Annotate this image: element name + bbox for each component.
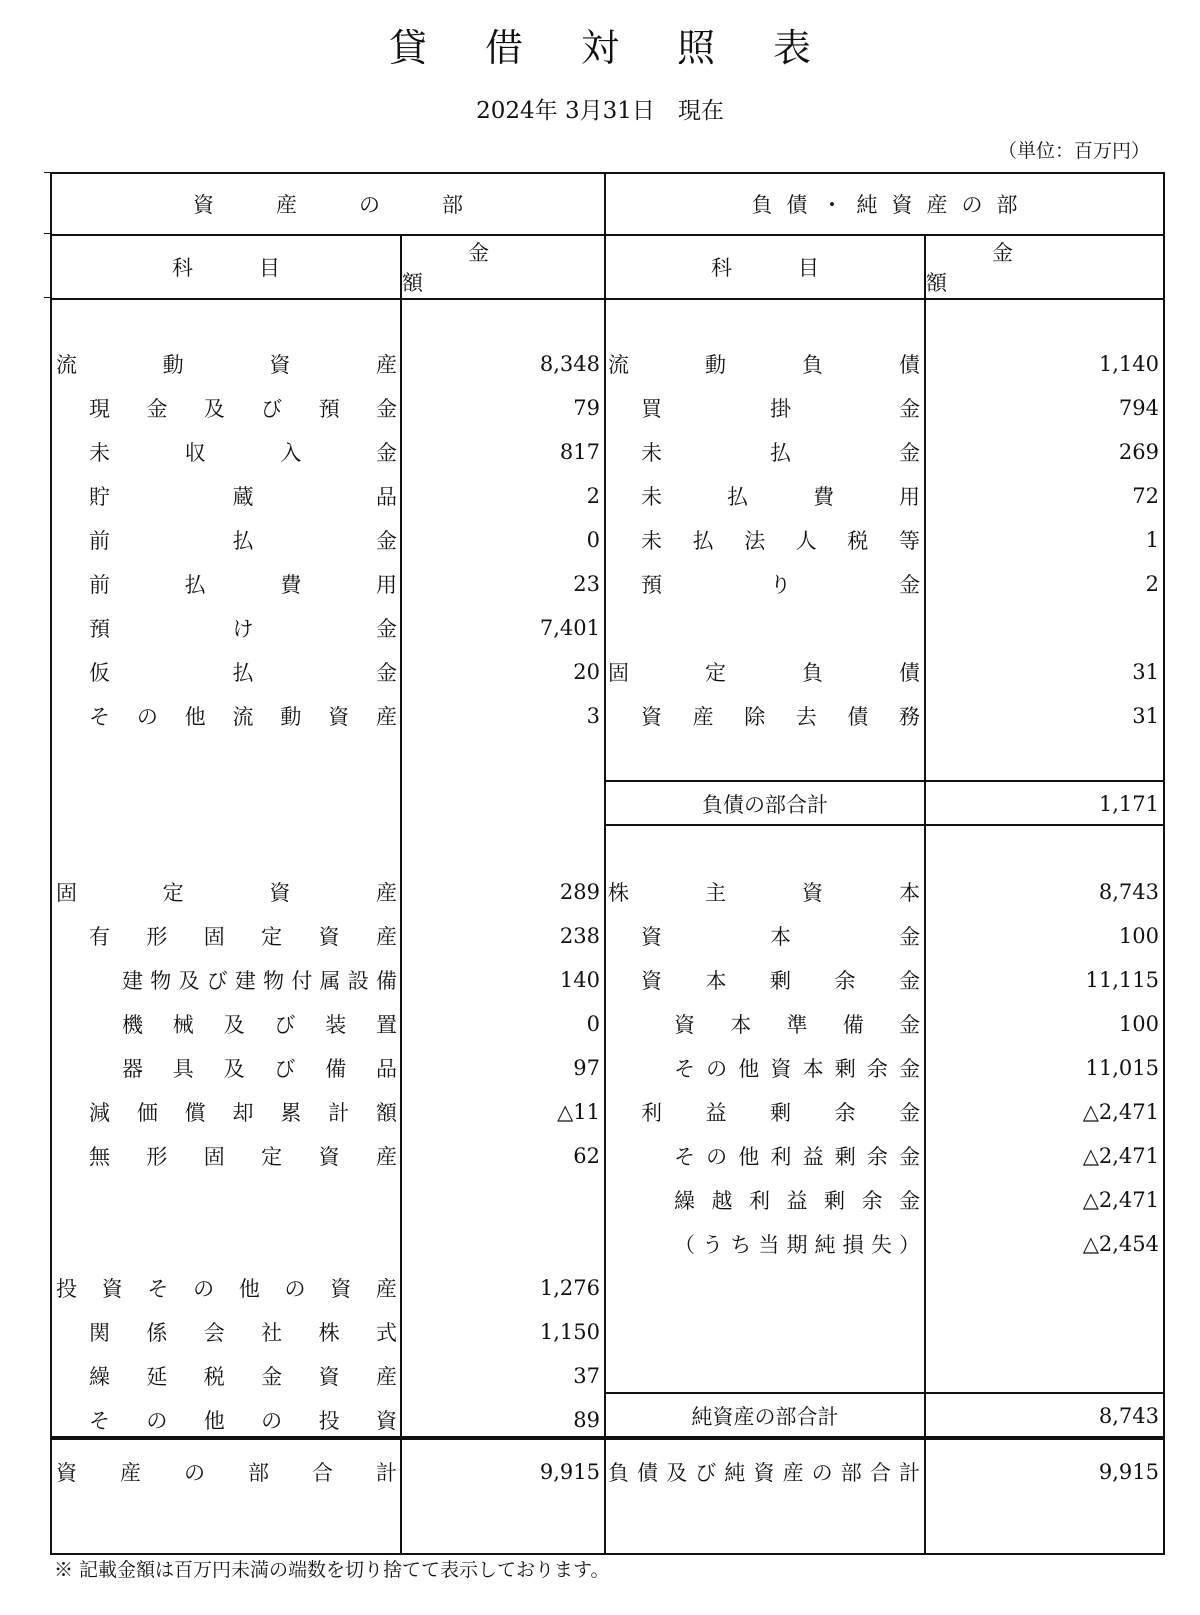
equity-row-amount: △2,471	[1082, 1100, 1159, 1124]
asset-row-label: そ の 他 の 投 資	[89, 1409, 397, 1433]
center-rule	[604, 174, 606, 1553]
equity-total-label: 純資産の部合計	[691, 1405, 839, 1429]
asset-row-label: 未 収 入 金	[89, 441, 397, 465]
asset-row-label: 流 動 資 産	[56, 353, 397, 377]
asset-row-amount: △11	[557, 1100, 600, 1124]
liabilities-equity-grand-total-label: 負 債 及 び 純 資 産 の 部 合 計	[608, 1461, 920, 1485]
asset-row-amount: 817	[559, 440, 600, 464]
asset-row-amount: 140	[559, 968, 600, 992]
equity-row-label: 資 本 準 備 金	[674, 1013, 920, 1037]
asset-row-amount: 23	[573, 572, 600, 596]
asset-row-amount: 3	[586, 704, 600, 728]
assets-item-header: 科目	[172, 256, 346, 280]
liability-row-label: 未 払 金	[641, 441, 920, 465]
asset-row-label: 投 資 そ の 他 の 資 産	[56, 1277, 397, 1301]
asset-row-amount: 79	[573, 396, 600, 420]
liabilities-amount-header: 金額	[926, 241, 1079, 295]
asset-row-amount: 89	[573, 1408, 600, 1432]
asset-row-label: 無 形 固 定 資 産	[89, 1145, 397, 1169]
asset-row-label: 機 械 及 び 装 置	[122, 1013, 397, 1037]
asset-row-amount: 0	[586, 1012, 600, 1036]
asset-row-label: そ の 他 流 動 資 産	[89, 705, 397, 729]
asset-row-label: 仮 払 金	[89, 661, 397, 685]
liabilities-equity-grand-total-amount: 9,915	[1098, 1460, 1159, 1484]
assets-section-header: 資産の部	[193, 193, 525, 217]
equity-row-label: 株 主 資 本	[608, 881, 920, 905]
liability-row-label: 預 り 金	[641, 573, 920, 597]
assets-grand-total-amount: 9,915	[539, 1460, 600, 1484]
asset-row-label: 減 価 償 却 累 計 額	[89, 1101, 397, 1125]
asset-row-amount: 2	[586, 484, 600, 508]
liabilities-item-header: 科目	[711, 256, 885, 280]
equity-row-amount: 11,115	[1085, 968, 1159, 992]
asset-row-amount: 1,150	[539, 1320, 600, 1344]
asset-row-label: 現 金 及 び 預 金	[89, 397, 397, 421]
liability-row-label: 未 払 費 用	[641, 485, 920, 509]
liability-row-amount: 794	[1118, 396, 1159, 420]
equity-row-label: （ う ち 当 期 純 損 失 ）	[674, 1233, 920, 1257]
asset-row-label: 繰 延 税 金 資 産	[89, 1365, 397, 1389]
equity-row-amount: △2,454	[1082, 1232, 1159, 1256]
liability-row-amount: 1,140	[1098, 352, 1159, 376]
document-title: 貸借対照表	[388, 26, 869, 70]
equity-row-amount: △2,471	[1082, 1144, 1159, 1168]
header-rule	[52, 298, 1163, 300]
asset-row-amount: 8,348	[539, 352, 600, 376]
equity-row-label: 資 本 剰 余 金	[641, 969, 920, 993]
equity-row-amount: 100	[1118, 924, 1159, 948]
asset-row-amount: 20	[573, 660, 600, 684]
equity-row-amount: 8,743	[1098, 880, 1159, 904]
assets-amount-header: 金額	[402, 241, 555, 295]
asset-row-amount: 37	[573, 1364, 600, 1388]
asset-row-amount: 62	[573, 1144, 600, 1168]
asset-row-label: 預 け 金	[89, 617, 397, 641]
equity-row-label: 繰 越 利 益 剰 余 金	[674, 1189, 920, 1213]
liability-row-amount: 72	[1132, 484, 1159, 508]
equity-total-amount: 8,743	[1098, 1404, 1159, 1428]
asset-row-label: 貯 蔵 品	[89, 485, 397, 509]
assets-grand-total-label: 資 産 の 部 合 計	[56, 1461, 397, 1485]
equity-row-amount: △2,471	[1082, 1188, 1159, 1212]
asset-row-amount: 1,276	[539, 1276, 600, 1300]
liability-row-label: 流 動 負 債	[608, 353, 920, 377]
equity-row-label: 利 益 剰 余 金	[641, 1101, 920, 1125]
footnote: ※ 記載金額は百万円未満の端数を切り捨てて表示しております。	[54, 1559, 610, 1581]
liability-row-amount: 31	[1132, 660, 1159, 684]
liability-row-amount: 1	[1145, 528, 1159, 552]
asset-row-label: 有 形 固 定 資 産	[89, 925, 397, 949]
asset-row-label: 固 定 資 産	[56, 881, 397, 905]
asset-row-label: 建 物 及 び 建 物 付 属 設 備	[122, 969, 397, 993]
asset-row-label: 関 係 会 社 株 式	[89, 1321, 397, 1345]
asset-row-label: 前 払 費 用	[89, 573, 397, 597]
liability-row-label: 買 掛 金	[641, 397, 920, 421]
balance-sheet-table	[50, 172, 1165, 1555]
equity-row-amount: 100	[1118, 1012, 1159, 1036]
liability-row-label: 未 払 法 人 税 等	[641, 529, 920, 553]
liability-row-label: 固 定 負 債	[608, 661, 920, 685]
asset-row-label: 前 払 金	[89, 529, 397, 553]
equity-row-amount: 11,015	[1085, 1056, 1159, 1080]
liabilities-section-header: 負債・純資産の部	[751, 193, 1032, 217]
equity-row-label: 資 本 金	[641, 925, 920, 949]
liabilities-total-amount: 1,171	[1098, 792, 1159, 816]
liability-row-amount: 31	[1132, 704, 1159, 728]
liability-row-amount: 2	[1145, 572, 1159, 596]
equity-row-label: そ の 他 資 本 剰 余 金	[674, 1057, 920, 1081]
equity-row-label: そ の 他 利 益 剰 余 金	[674, 1145, 920, 1169]
liabilities-total-label: 負債の部合計	[702, 793, 828, 817]
asset-row-label: 器 具 及 び 備 品	[122, 1057, 397, 1081]
asset-row-amount: 289	[559, 880, 600, 904]
as-of-date: 2024年 3月31日 現在	[476, 98, 724, 124]
liability-row-label: 資 産 除 去 債 務	[641, 705, 920, 729]
asset-row-amount: 97	[573, 1056, 600, 1080]
asset-row-amount: 7,401	[539, 616, 600, 640]
unit-note: （単位：百万円）	[997, 140, 1150, 162]
asset-row-amount: 0	[586, 528, 600, 552]
liability-row-amount: 269	[1118, 440, 1159, 464]
asset-row-amount: 238	[559, 924, 600, 948]
